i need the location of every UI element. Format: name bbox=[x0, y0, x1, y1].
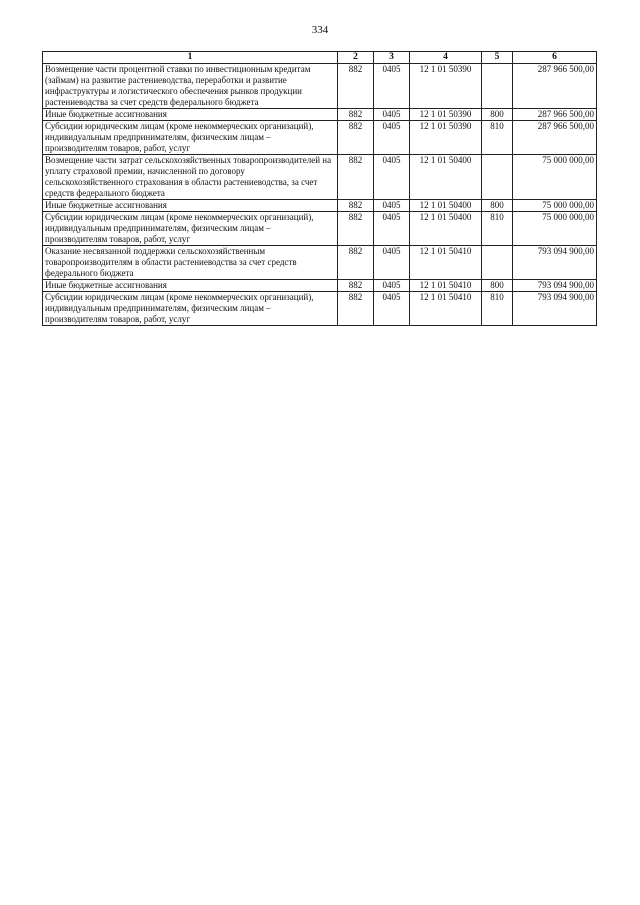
row-amount: 287 966 500,00 bbox=[513, 64, 597, 109]
row-name: Оказание несвязанной поддержки сельскохозяйственным товаропроизводителям в области растениеводства за счет средств федерального бюджета bbox=[43, 246, 338, 280]
row-amount: 793 094 900,00 bbox=[513, 246, 597, 280]
row-name: Иные бюджетные ассигнования bbox=[43, 200, 338, 212]
table-row bbox=[43, 292, 597, 326]
row-name: Возмещение части процентной ставки по инвестиционным кредитам (займам) на развитие растениеводства, переработки и развитие инфраструктуры и логистического обеспечения рынков продукции растениеводства за счет средств федерального бюджета bbox=[43, 64, 338, 109]
row-target-code: 12 1 01 50390 bbox=[410, 64, 482, 109]
budget-table bbox=[42, 51, 597, 326]
row-section-code: 0405 bbox=[374, 200, 410, 212]
row-ministry-code: 882 bbox=[338, 109, 374, 121]
row-expense-type: 810 bbox=[482, 121, 513, 155]
column-header-2: 2 bbox=[338, 52, 374, 64]
row-ministry-code: 882 bbox=[338, 121, 374, 155]
row-ministry-code: 882 bbox=[338, 155, 374, 200]
row-target-code: 12 1 01 50410 bbox=[410, 246, 482, 280]
table-row bbox=[43, 109, 597, 121]
row-expense-type bbox=[482, 155, 513, 200]
column-header-6: 6 bbox=[513, 52, 597, 64]
row-expense-type: 810 bbox=[482, 292, 513, 326]
row-section-code: 0405 bbox=[374, 109, 410, 121]
row-target-code: 12 1 01 50390 bbox=[410, 121, 482, 155]
page-number: 334 bbox=[311, 24, 329, 36]
table-row bbox=[43, 212, 597, 246]
row-name: Субсидии юридическим лицам (кроме некоммерческих организаций), индивидуальным предпринимателям, физическим лицам – производителям товаров, работ, услуг bbox=[43, 212, 338, 246]
row-expense-type: 800 bbox=[482, 200, 513, 212]
row-expense-type bbox=[482, 64, 513, 109]
table-row bbox=[43, 121, 597, 155]
column-header-1: 1 bbox=[43, 52, 338, 64]
row-ministry-code: 882 bbox=[338, 280, 374, 292]
row-ministry-code: 882 bbox=[338, 64, 374, 109]
row-amount: 75 000 000,00 bbox=[513, 155, 597, 200]
row-ministry-code: 882 bbox=[338, 246, 374, 280]
row-expense-type: 800 bbox=[482, 109, 513, 121]
row-section-code: 0405 bbox=[374, 246, 410, 280]
row-expense-type bbox=[482, 246, 513, 280]
row-name: Субсидии юридическим лицам (кроме некоммерческих организаций), индивидуальным предпринимателям, физическим лицам – производителям товаров, работ, услуг bbox=[43, 292, 338, 326]
row-expense-type: 800 bbox=[482, 280, 513, 292]
row-ministry-code: 882 bbox=[338, 292, 374, 326]
column-header-3: 3 bbox=[374, 52, 410, 64]
row-amount: 287 966 500,00 bbox=[513, 109, 597, 121]
row-section-code: 0405 bbox=[374, 280, 410, 292]
row-ministry-code: 882 bbox=[338, 200, 374, 212]
table-row bbox=[43, 200, 597, 212]
column-header-5: 5 bbox=[482, 52, 513, 64]
row-target-code: 12 1 01 50410 bbox=[410, 292, 482, 326]
row-target-code: 12 1 01 50400 bbox=[410, 155, 482, 200]
row-amount: 793 094 900,00 bbox=[513, 292, 597, 326]
column-header-4: 4 bbox=[410, 52, 482, 64]
row-name: Возмещение части затрат сельскохозяйственных товаропроизводителей на уплату страховой премии, начисленной по договору сельскохозяйственного страхования в области растениеводства, за счет средств федерального бюджета bbox=[43, 155, 338, 200]
table-row bbox=[43, 155, 597, 200]
table-row bbox=[43, 246, 597, 280]
row-name: Субсидии юридическим лицам (кроме некоммерческих организаций), индивидуальным предпринимателям, физическим лицам – производителям товаров, работ, услуг bbox=[43, 121, 338, 155]
row-section-code: 0405 bbox=[374, 292, 410, 326]
row-section-code: 0405 bbox=[374, 212, 410, 246]
row-name: Иные бюджетные ассигнования bbox=[43, 109, 338, 121]
row-target-code: 12 1 01 50390 bbox=[410, 109, 482, 121]
table-row bbox=[43, 64, 597, 109]
table-header-row bbox=[43, 52, 597, 64]
row-target-code: 12 1 01 50400 bbox=[410, 200, 482, 212]
row-expense-type: 810 bbox=[482, 212, 513, 246]
row-amount: 75 000 000,00 bbox=[513, 200, 597, 212]
row-section-code: 0405 bbox=[374, 121, 410, 155]
row-amount: 287 966 500,00 bbox=[513, 121, 597, 155]
row-amount: 75 000 000,00 bbox=[513, 212, 597, 246]
row-target-code: 12 1 01 50410 bbox=[410, 280, 482, 292]
row-target-code: 12 1 01 50400 bbox=[410, 212, 482, 246]
table-row bbox=[43, 280, 597, 292]
row-ministry-code: 882 bbox=[338, 212, 374, 246]
row-amount: 793 094 900,00 bbox=[513, 280, 597, 292]
row-name: Иные бюджетные ассигнования bbox=[43, 280, 338, 292]
row-section-code: 0405 bbox=[374, 155, 410, 200]
row-section-code: 0405 bbox=[374, 64, 410, 109]
